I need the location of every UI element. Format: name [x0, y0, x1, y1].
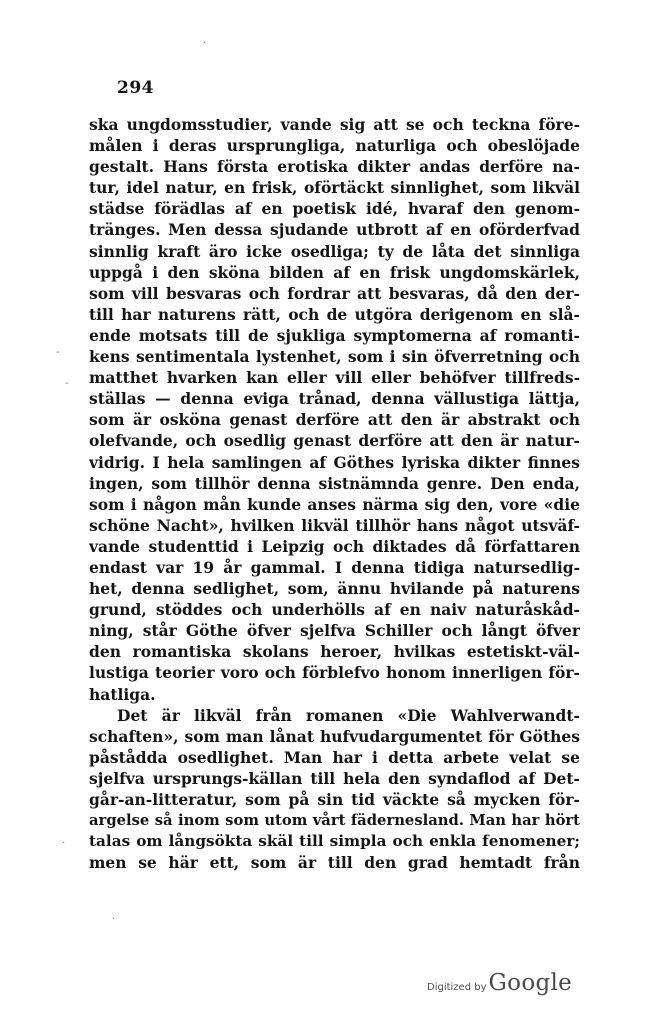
- speck-mark: -: [56, 347, 60, 358]
- text-line: går-an-litteratur, som på sin tid väckte så mycken för-: [89, 790, 580, 809]
- speck-mark: ·: [62, 838, 66, 849]
- watermark-prefix: Digitized by: [427, 982, 487, 993]
- speck-mark: -: [65, 378, 69, 389]
- text-line: sinnlig kraft äro icke osedliga; ty de låta det sinnliga: [89, 241, 580, 261]
- text-line: till har naturens rätt, och de utgöra derigenom en slå-: [89, 304, 580, 324]
- text-line: uppgå i den sköna bilden af en frisk ungdomskärlek,: [89, 262, 580, 282]
- text-line: men se här ett, som är till den grad hemtadt från: [89, 853, 580, 873]
- text-line: vidrig. I hela samlingen af Göthes lyriska dikter finnes: [89, 452, 580, 472]
- text-line: Det är likväl från romanen «Die Wahlverwandt-: [117, 705, 580, 725]
- text-line: som är osköna genast derföre att den är abstrakt och: [89, 410, 580, 430]
- paragraph-1: [89, 114, 580, 705]
- text-line: vande studenttid i Leipzig och diktades då författaren: [89, 536, 580, 556]
- text-line: matthet hvarken kan eller vill eller behöfver tillfreds-: [89, 368, 580, 388]
- text-line: påstådda osedlighet. Man har i detta arbete velat se: [89, 747, 580, 767]
- text-line: grund, stöddes och underhölls af en naiv naturåskåd-: [89, 600, 580, 620]
- text-line: målen i deras ursprungliga, naturliga och obeslöjade: [89, 136, 580, 156]
- text-line: städse förädlas af en poetisk idé, hvaraf den genom-: [89, 199, 580, 219]
- text-line: tur, idel natur, en frisk, oförtäckt sinnlighet, som likväl: [89, 178, 580, 198]
- text-line: som i någon mån kunde anses närma sig den, vore «die: [89, 494, 580, 514]
- text-line: kens sentimentala lystenhet, som i sin öfverretning och: [89, 347, 580, 367]
- google-logo: Google: [488, 970, 573, 996]
- text-line: ska ungdomsstudier, vande sig att se och teckna före-: [89, 115, 580, 134]
- text-line: lustiga teorier voro och förblefvo honom innerligen för-: [89, 663, 580, 683]
- text-line: schaften», som man lånat hufvudargumentet för Göthes: [89, 726, 580, 746]
- text-line: het, denna sedlighet, som, ännu hvilande på naturens: [89, 579, 580, 599]
- speck-mark: ·: [203, 38, 207, 49]
- text-line: hatliga.: [89, 684, 156, 704]
- speck-mark: ·: [112, 914, 116, 925]
- body-text: [89, 114, 580, 873]
- text-line: ende motsats till de sjukliga symptomerna af romanti-: [89, 325, 580, 345]
- text-line: sjelfva ursprungs-källan till hela den syndaflod af Det-: [89, 768, 580, 788]
- text-line: gestalt. Hans första erotiska dikter andas derföre na-: [89, 157, 580, 177]
- text-line: tränges. Men dessa sjudande utbrott af en oförderfvad: [89, 220, 580, 240]
- text-line: som vill besvaras och fordrar att besvaras, då den der-: [89, 283, 580, 303]
- page-number: 294: [117, 78, 154, 98]
- text-line: ingen, som tillhör denna sistnämnda genre. Den enda,: [89, 473, 580, 493]
- text-line: ning, står Göthe öfver sjelfva Schiller och långt öfver: [89, 621, 580, 641]
- text-line: argelse så inom som utom vårt fädernesland. Man har hört: [89, 812, 580, 830]
- text-line: talas om långsökta skäl till simpla och enkla fenomener;: [89, 832, 580, 851]
- text-line: endast var 19 år gammal. I denna tidiga natursedlig-: [89, 557, 580, 577]
- digitized-by-google-watermark: [427, 970, 572, 996]
- text-line: ställas — denna eviga trånad, denna vällustiga lättja,: [89, 389, 580, 409]
- text-line: schöne Nacht», hvilken likväl tillhör hans något utsväf-: [89, 515, 580, 535]
- paragraph-2: [89, 705, 580, 874]
- text-line: olefvande, och osedlig genast derföre att den är natur-: [89, 431, 580, 451]
- text-line: den romantiska skolans heroer, hvilkas estetiskt-väl-: [89, 642, 580, 662]
